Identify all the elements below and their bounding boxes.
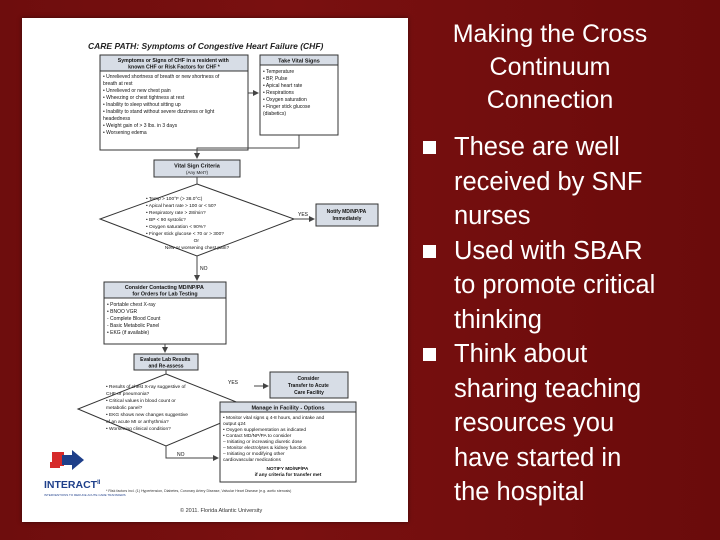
- lab-item: - Basic Metabolic Panel: [107, 323, 160, 329]
- vital-sign-item: • Apical heart rate: [263, 83, 303, 89]
- manage-item: cardiovascular medications: [223, 458, 281, 463]
- title-line: Continuum: [489, 53, 611, 81]
- bullet-item: Used with SBAR to promote critical thinking: [420, 234, 710, 338]
- notify-immediately-box: [316, 204, 378, 226]
- risk-factor-footnote: * Risk factors incl. (1) Hypertension, Diabetes, Coronary Artery Disease, Valvular Heart Disease (e.g. aortic stenosis): [106, 489, 292, 493]
- symptom-item: headedness: [103, 116, 131, 122]
- manage-item: – Initiating or increasing diuretic dose: [223, 440, 303, 445]
- criteria-subtitle: (Any Met?): [185, 170, 209, 175]
- result-item: • Results of chest X-ray suggestive of: [106, 385, 186, 390]
- criteria-or: Or: [193, 239, 199, 244]
- svg-text:INTERVENTIONS TO REDUCE ACUTE: INTERVENTIONS TO REDUCE ACUTE CARE TRANSFERS: [44, 493, 126, 497]
- svg-text:Consider Transfer to A: Consider Transfer to Acute Care Facility: [287, 376, 329, 396]
- square-bullet-icon: [423, 141, 436, 154]
- criteria-item: • Apical heart rate > 100 or < 50?: [146, 204, 217, 209]
- svg-text:NOTIFY MD/NP/PA if any: NOTIFY MD/NP/PA if any criteria for transfer met: [254, 467, 322, 478]
- symptom-item: • Inability to sleep without sitting up: [103, 102, 181, 108]
- result-item: • Worsening clinical condition?: [106, 427, 171, 432]
- manage-item: output q24: [223, 422, 246, 427]
- manage-item: • Oxygen supplementation as indicated: [223, 428, 307, 433]
- result-item: • Critical values in blood count or: [106, 399, 176, 404]
- square-bullet-icon: [423, 348, 436, 361]
- vital-sign-item: (diabetics): [263, 111, 287, 117]
- vital-sign-item: • BP, Pulse: [263, 76, 288, 82]
- evaluate-lab-results-box: [134, 354, 198, 370]
- criteria-item: • Oxygen saturation < 90%?: [146, 225, 206, 230]
- title-line: Making the Cross: [452, 20, 648, 48]
- symptom-item: • Weight gain of > 3 lbs. in 3 days: [103, 123, 178, 129]
- criteria-decision-diamond: [100, 184, 294, 256]
- slide-title: [432, 18, 668, 117]
- svg-text:Consider Contacting MD/NP/PA: Consider Contacting MD/NP/PA for Orders for Lab Testing: [124, 285, 204, 298]
- bullet-list: [420, 130, 710, 510]
- symptom-item: • Worsening edema: [103, 130, 147, 136]
- manage-item: • Contact MD/NP/PA to consider: [223, 434, 292, 439]
- svg-text:INTERACTII: $INTERACT^{II}$: [44, 479, 101, 491]
- svg-text:Evaluate Lab Results a: Evaluate Lab Results and Re-assess: [140, 357, 191, 370]
- symptom-item: • Unrelieved or new chest pain: [103, 88, 171, 94]
- symptoms-title-line: Symptoms or Signs of CHF in a resident with: [117, 58, 229, 64]
- svg-text:Notify MD/NP/PA Immedi: Notify MD/NP/PA Immediately: [326, 209, 367, 222]
- manage-item: – Initiating or modifying other: [223, 452, 285, 457]
- symptom-item: • Inability to stand without severe dizziness or light: [103, 109, 215, 115]
- vital-sign-item: • Temperature: [263, 69, 295, 75]
- lab-item: • BNOO VGR: [107, 309, 138, 315]
- care-path-heading: CARE PATH: Symptoms of Congestive Heart Failure (CHF): [88, 41, 324, 51]
- criteria-item: New or worsening chest pain?: [164, 246, 230, 251]
- vital-sign-criteria-box: [154, 160, 240, 177]
- no-label: NO: [200, 266, 208, 272]
- lab-item: • Portable chest X-ray: [107, 302, 156, 308]
- vital-sign-item: • Finger stick glucose: [263, 104, 311, 110]
- title-line: Connection: [486, 86, 614, 114]
- take-vital-signs-box: [260, 55, 338, 135]
- criteria-item: • Finger stick glucose < 70 or > 300?: [146, 232, 224, 237]
- copyright: © 2011. Florida Atlantic University: [180, 508, 263, 514]
- criteria-item: • Respiratory rate > 28/min?: [146, 211, 206, 216]
- vital-sign-item: • Oxygen saturation: [263, 97, 307, 103]
- bullet-item: These are well received by SNF nurses: [420, 130, 710, 234]
- yes-label: YES: [298, 212, 309, 218]
- manage-item: – Monitor electrolytes & kidney function: [223, 446, 307, 451]
- criteria-item: • Temp > 100°F (> 38.0°C): [146, 197, 203, 202]
- lab-item: - Complete Blood Count: [107, 316, 161, 322]
- symptom-item: • Wheezing or chest tightness at rest: [103, 95, 185, 101]
- criteria-title: Vital Sign Criteria: [174, 163, 220, 170]
- manage-item: • Monitor vital signs q 4-8 hours, and intake and: [223, 416, 325, 421]
- symptoms-title-line: known CHF or Risk Factors for CHF *: [128, 64, 220, 71]
- symptoms-box: [100, 55, 248, 150]
- svg-text:Symptoms or Signs of CHF in a: [118, 58, 230, 71]
- result-item: CHF or pneumonia?: [106, 392, 150, 397]
- result-item: metabolic panel?: [106, 406, 143, 411]
- square-bullet-icon: [423, 245, 436, 258]
- consider-lab-testing-box: [104, 282, 226, 344]
- transfer-acute-care-box: [270, 372, 348, 398]
- vital-signs-title: Take Vital Signs: [278, 58, 320, 65]
- symptom-item: • Unrelieved shortness of breath or new shortness of: [103, 74, 220, 80]
- bullet-item: Think about sharing teaching resources you have started in the hospital: [420, 337, 710, 510]
- no-label: NO: [177, 452, 185, 458]
- result-item: • EKG shows new changes suggestive: [106, 413, 188, 418]
- symptom-item: breath at rest: [103, 81, 133, 87]
- result-item: of an acute MI or arrhythmia?: [106, 420, 169, 425]
- criteria-item: • BP < 90 systolic?: [146, 218, 186, 223]
- care-path-document: [22, 18, 408, 522]
- manage-in-facility-box: [220, 402, 356, 482]
- vital-sign-item: • Respirations: [263, 90, 294, 96]
- care-path-flowchart: [22, 18, 408, 522]
- svg-text:Manage in Facility - Options: Manage in Facility - Options: [251, 405, 325, 412]
- lab-item: • EKG (if available): [107, 330, 150, 336]
- yes-label: YES: [228, 380, 239, 386]
